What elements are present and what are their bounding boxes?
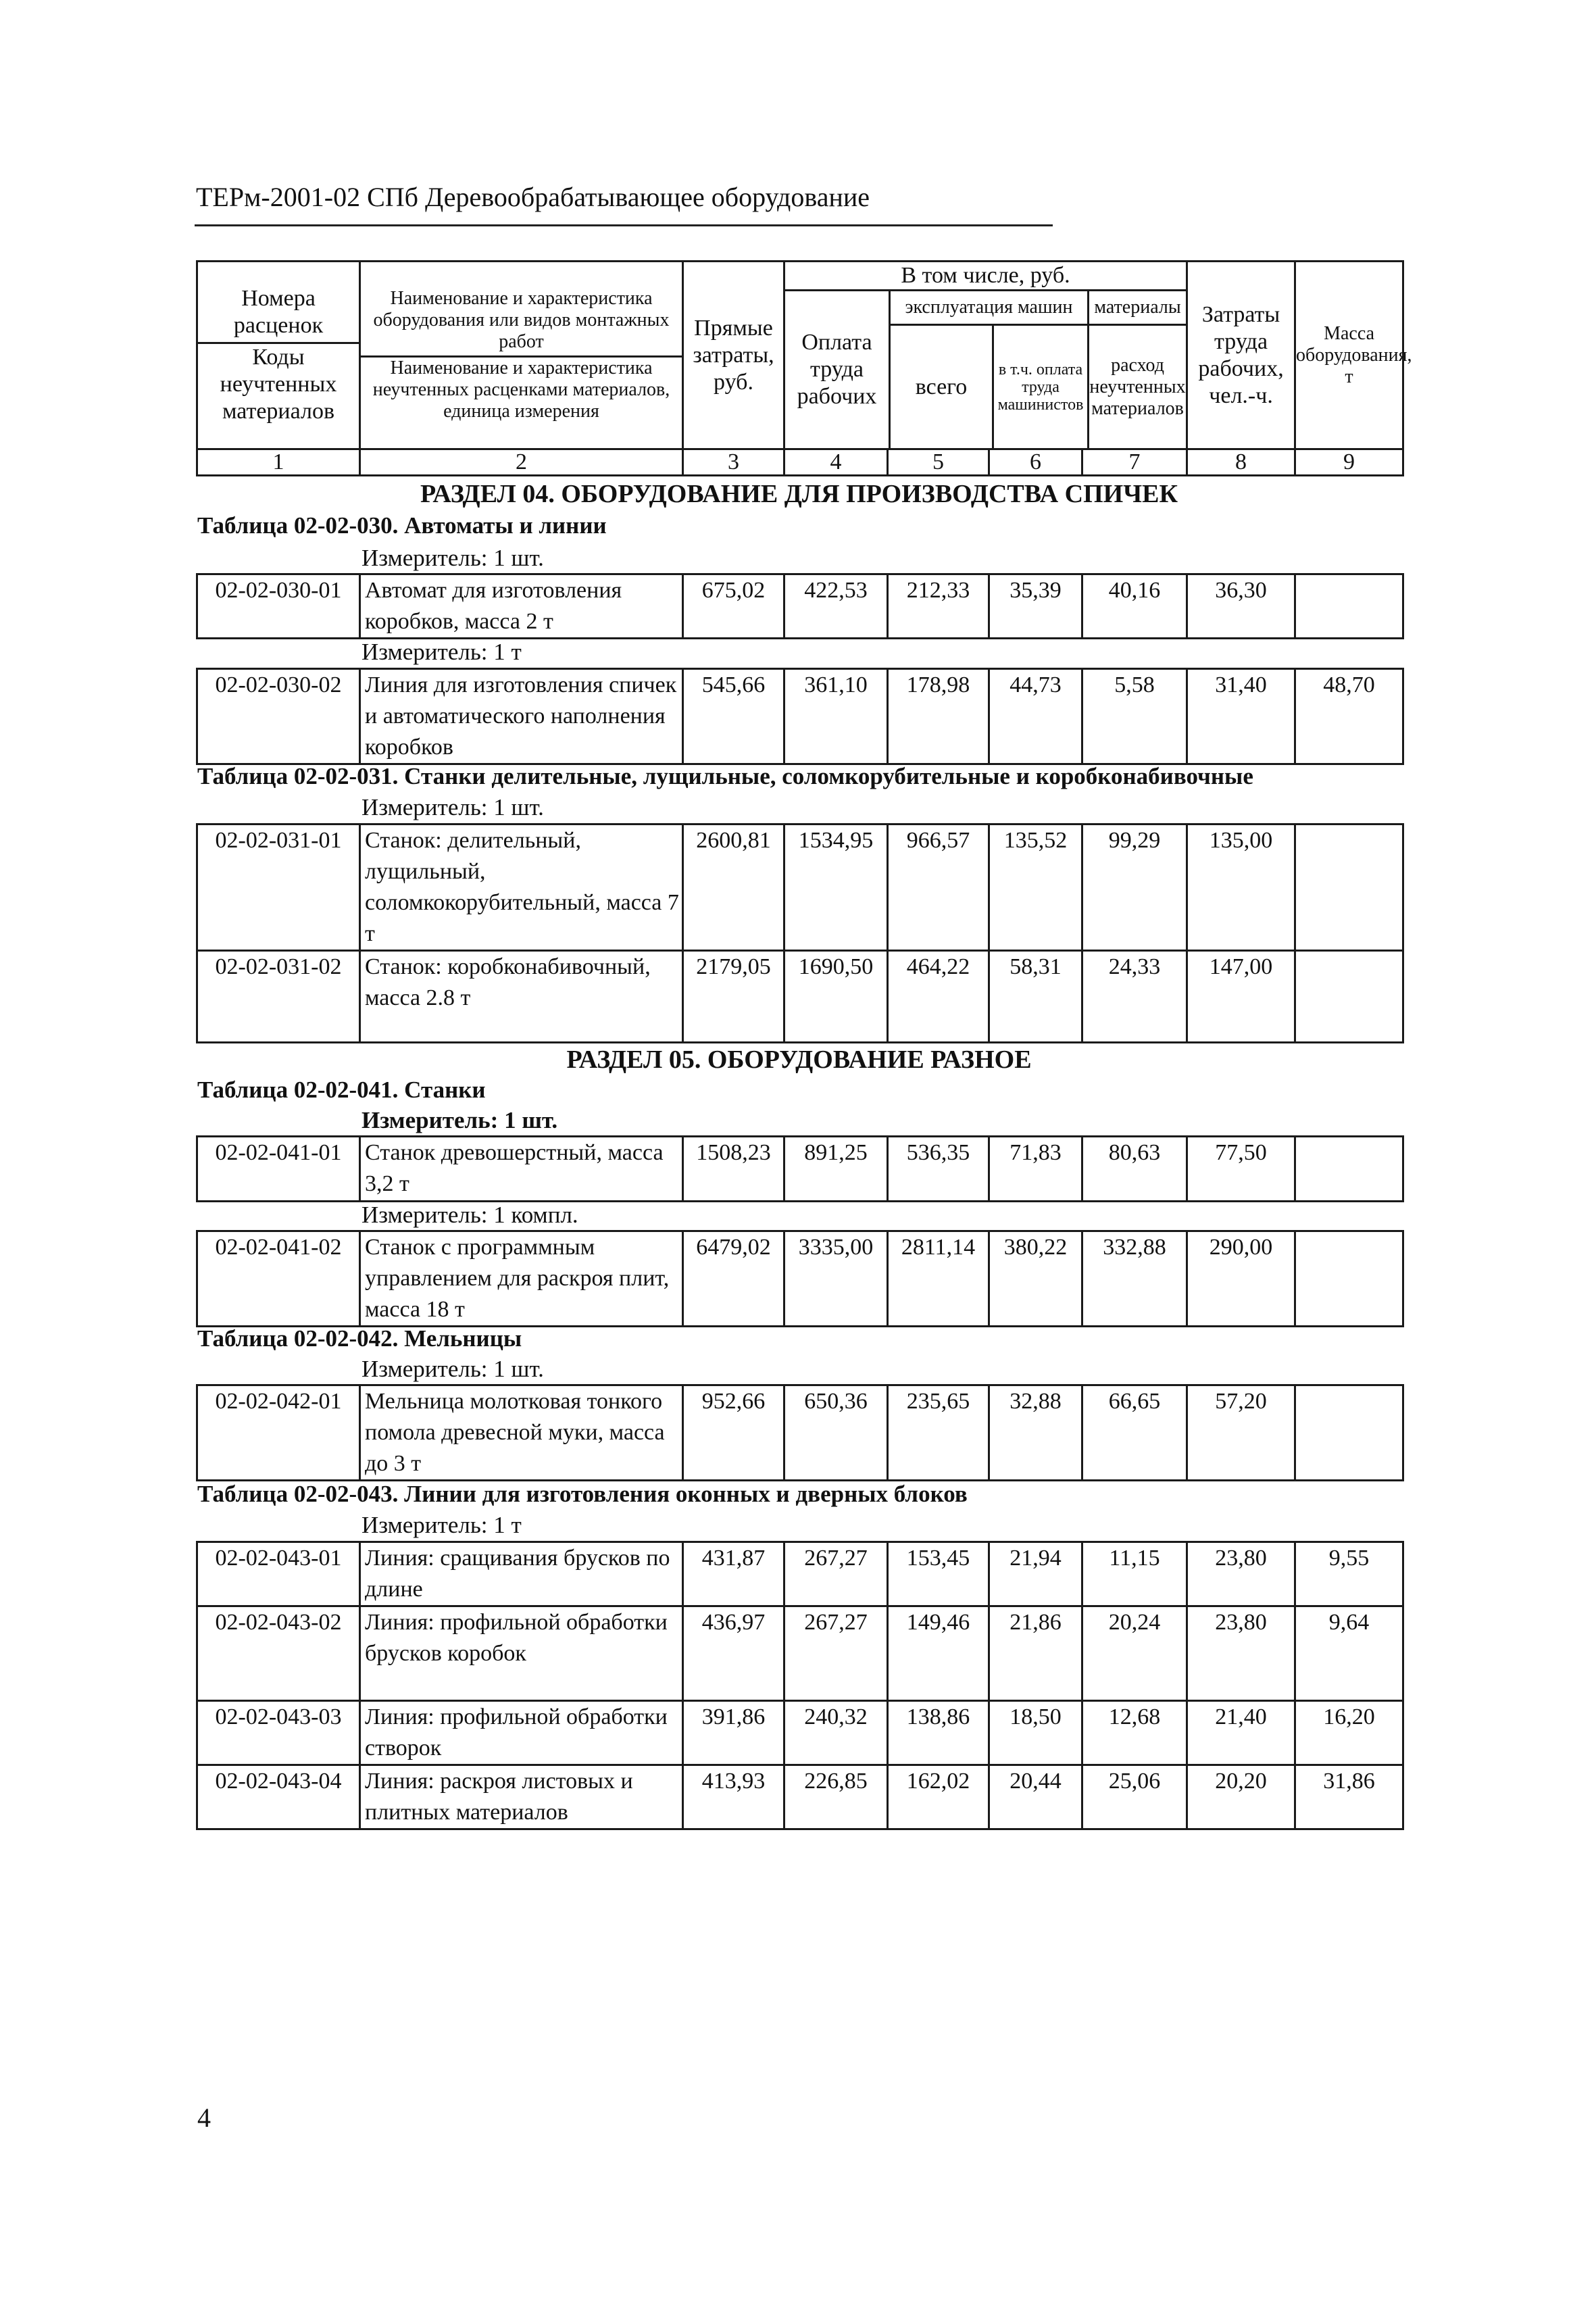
rate-name: Станок: коробконабивочный, масса 2.8 т <box>360 951 683 1043</box>
labor-hours: 21,40 <box>1187 1701 1295 1765</box>
rate-code: 02-02-043-02 <box>197 1606 360 1701</box>
table-031-title: Таблица 02-02-031. Станки делительные, лущильные, соломкорубительные и коробконабивочные <box>197 763 1253 789</box>
materials-cost: 25,06 <box>1082 1765 1187 1829</box>
included-group-title: В том числе, руб. <box>785 262 1186 291</box>
materials-cost: 80,63 <box>1082 1137 1187 1202</box>
rate-name: Линия для изготовления спичек и автоматического наполнения коробков <box>360 669 683 764</box>
materials-cost: 66,65 <box>1082 1385 1187 1481</box>
col-number: 9 <box>1295 449 1403 476</box>
table-041-row-2 <box>196 1230 1404 1327</box>
equipment-mass: 31,86 <box>1295 1765 1403 1829</box>
materials-cost: 11,15 <box>1082 1542 1187 1606</box>
rate-name: Линия: сращивания брусков по длине <box>360 1542 683 1606</box>
included-group-header <box>784 262 1187 449</box>
col4-header: Оплата труда рабочих <box>785 291 891 448</box>
machines-total: 966,57 <box>888 824 989 951</box>
machinist-pay: 35,39 <box>989 574 1082 639</box>
labor-hours: 36,30 <box>1187 574 1295 639</box>
col-number: 6 <box>989 449 1082 476</box>
table-042-row-1 <box>196 1384 1404 1481</box>
labor-pay: 1534,95 <box>784 824 888 951</box>
direct-cost: 431,87 <box>683 1542 784 1606</box>
labor-pay: 1690,50 <box>784 951 888 1043</box>
rate-name: Линия: профильной обработки створок <box>360 1701 683 1765</box>
rate-name: Мельница молотковая тонкого помола древесной муки, масса до 3 т <box>360 1385 683 1481</box>
labor-pay: 267,27 <box>784 1542 888 1606</box>
unit-label: Измеритель: 1 шт. <box>361 1107 558 1133</box>
machines-header <box>891 291 1089 448</box>
labor-hours: 31,40 <box>1187 669 1295 764</box>
page-number: 4 <box>197 2102 211 2133</box>
table-041-row-1 <box>196 1135 1404 1202</box>
col-number: 1 <box>197 449 360 476</box>
labor-hours: 290,00 <box>1187 1231 1295 1327</box>
col-number: 4 <box>784 449 888 476</box>
equipment-mass <box>1295 824 1403 951</box>
machines-total: 235,65 <box>888 1385 989 1481</box>
machinist-pay: 380,22 <box>989 1231 1082 1327</box>
machinist-pay: 21,94 <box>989 1542 1082 1606</box>
table-042-title: Таблица 02-02-042. Мельницы <box>197 1325 522 1352</box>
rate-name: Автомат для изготовления коробков, масса 2 т <box>360 574 683 639</box>
col5-header: всего <box>891 326 994 448</box>
materials-cost: 40,16 <box>1082 574 1187 639</box>
table-043-title: Таблица 02-02-043. Линии для изготовления оконных и дверных блоков <box>197 1481 968 1507</box>
rate-name: Станок с программным управлением для раскроя плит, масса 18 т <box>360 1231 683 1327</box>
unit-label: Измеритель: 1 шт. <box>361 545 544 571</box>
unit-label: Измеритель: 1 т <box>361 639 522 665</box>
machinist-pay: 20,44 <box>989 1765 1082 1829</box>
direct-cost: 6479,02 <box>683 1231 784 1327</box>
equipment-mass: 16,20 <box>1295 1701 1403 1765</box>
table-041-title: Таблица 02-02-041. Станки <box>197 1077 486 1103</box>
direct-cost: 436,97 <box>683 1606 784 1701</box>
table-043-rows <box>196 1541 1404 1830</box>
direct-cost: 391,86 <box>683 1701 784 1765</box>
rate-code: 02-02-030-01 <box>197 574 360 639</box>
materials-header <box>1089 291 1186 448</box>
col-number: 7 <box>1082 449 1187 476</box>
col1-header-top: Номера расценок <box>198 285 359 344</box>
labor-hours: 57,20 <box>1187 1385 1295 1481</box>
machines-total: 178,98 <box>888 669 989 764</box>
rate-code: 02-02-041-02 <box>197 1231 360 1327</box>
machines-total: 149,46 <box>888 1606 989 1701</box>
machinist-pay: 58,31 <box>989 951 1082 1043</box>
equipment-mass <box>1295 574 1403 639</box>
labor-hours: 20,20 <box>1187 1765 1295 1829</box>
unit-label: Измеритель: 1 шт. <box>361 1356 544 1382</box>
unit-label: Измеритель: 1 компл. <box>361 1202 578 1228</box>
table-030-title: Таблица 02-02-030. Автоматы и линии <box>197 512 607 539</box>
machinist-pay: 21,86 <box>989 1606 1082 1701</box>
equipment-mass: 9,64 <box>1295 1606 1403 1701</box>
labor-hours: 135,00 <box>1187 824 1295 951</box>
machinist-pay: 71,83 <box>989 1137 1082 1202</box>
labor-hours: 147,00 <box>1187 951 1295 1043</box>
labor-hours: 23,80 <box>1187 1606 1295 1701</box>
equipment-mass <box>1295 1137 1403 1202</box>
direct-cost: 545,66 <box>683 669 784 764</box>
rate-name: Станок: делительный, лущильный, соломкокорубительный, масса 7 т <box>360 824 683 951</box>
direct-cost: 413,93 <box>683 1765 784 1829</box>
page-header: ТЕРм-2001-02 СПб Деревообрабатывающее оборудование <box>196 182 870 212</box>
equipment-mass: 9,55 <box>1295 1542 1403 1606</box>
direct-cost: 1508,23 <box>683 1137 784 1202</box>
rate-code: 02-02-043-01 <box>197 1542 360 1606</box>
machinist-pay: 135,52 <box>989 824 1082 951</box>
rate-code: 02-02-041-01 <box>197 1137 360 1202</box>
col8-header: Затраты труда рабочих, чел.-ч. <box>1187 262 1295 449</box>
section-04-title: РАЗДЕЛ 04. ОБОРУДОВАНИЕ ДЛЯ ПРОИЗВОДСТВА СПИЧЕК <box>420 480 1178 508</box>
col-number: 2 <box>360 449 683 476</box>
col3-header: Прямые затраты, руб. <box>683 262 784 449</box>
labor-pay: 422,53 <box>784 574 888 639</box>
labor-pay: 650,36 <box>784 1385 888 1481</box>
machines-label: эксплуатация машин <box>891 291 1087 326</box>
materials-cost: 24,33 <box>1082 951 1187 1043</box>
col2-header-bottom: Наименование и характеристика неучтенных расценками материалов, единица измерения <box>372 358 670 422</box>
machinist-pay: 32,88 <box>989 1385 1082 1481</box>
machines-subcols <box>891 326 1087 448</box>
col-number: 3 <box>683 449 784 476</box>
machines-total: 138,86 <box>888 1701 989 1765</box>
col2-header <box>360 262 683 449</box>
machines-total: 2811,14 <box>888 1231 989 1327</box>
machines-total: 212,33 <box>888 574 989 639</box>
direct-cost: 675,02 <box>683 574 784 639</box>
unit-label: Измеритель: 1 шт. <box>361 794 544 820</box>
column-header-table <box>196 260 1412 476</box>
labor-pay: 267,27 <box>784 1606 888 1701</box>
materials-label: материалы <box>1089 291 1186 326</box>
section-05-title: РАЗДЕЛ 05. ОБОРУДОВАНИЕ РАЗНОЕ <box>566 1045 1032 1074</box>
direct-cost: 952,66 <box>683 1385 784 1481</box>
machines-total: 162,02 <box>888 1765 989 1829</box>
materials-cost: 12,68 <box>1082 1701 1187 1765</box>
col-number: 5 <box>888 449 989 476</box>
col2-header-top: Наименование и характеристика оборудования или видов монтажных работ <box>361 288 682 358</box>
rate-name: Линия: профильной обработки брусков коробок <box>360 1606 683 1701</box>
machines-total: 153,45 <box>888 1542 989 1606</box>
machines-total: 536,35 <box>888 1137 989 1202</box>
equipment-mass <box>1295 951 1403 1043</box>
direct-cost: 2600,81 <box>683 824 784 951</box>
labor-pay: 891,25 <box>784 1137 888 1202</box>
col9-header: Масса оборудования, т <box>1295 262 1403 449</box>
labor-hours: 77,50 <box>1187 1137 1295 1202</box>
rate-name: Линия: раскроя листовых и плитных материалов <box>360 1765 683 1829</box>
col-number: 8 <box>1187 449 1295 476</box>
materials-cost: 20,24 <box>1082 1606 1187 1701</box>
machinist-pay: 44,73 <box>989 669 1082 764</box>
table-030-row-1 <box>196 573 1404 639</box>
rate-code: 02-02-030-02 <box>197 669 360 764</box>
equipment-mass <box>1295 1231 1403 1327</box>
rate-code: 02-02-031-02 <box>197 951 360 1043</box>
unit-label: Измеритель: 1 т <box>361 1512 522 1538</box>
rate-code: 02-02-043-03 <box>197 1701 360 1765</box>
materials-cost: 332,88 <box>1082 1231 1187 1327</box>
table-031-rows <box>196 823 1404 1043</box>
col6-header: в т.ч. оплата труда машинистов <box>997 360 1084 414</box>
included-group-body <box>785 291 1186 448</box>
labor-pay: 361,10 <box>784 669 888 764</box>
materials-cost: 99,29 <box>1082 824 1187 951</box>
labor-pay: 3335,00 <box>784 1231 888 1327</box>
header-rule <box>195 224 1053 226</box>
machines-total: 464,22 <box>888 951 989 1043</box>
labor-pay: 240,32 <box>784 1701 888 1765</box>
labor-pay: 226,85 <box>784 1765 888 1829</box>
equipment-mass <box>1295 1385 1403 1481</box>
rate-name: Станок древошерстный, масса 3,2 т <box>360 1137 683 1202</box>
materials-cost: 5,58 <box>1082 669 1187 764</box>
direct-cost: 2179,05 <box>683 951 784 1043</box>
rate-code: 02-02-042-01 <box>197 1385 360 1481</box>
machinist-pay: 18,50 <box>989 1701 1082 1765</box>
equipment-mass: 48,70 <box>1295 669 1403 764</box>
rate-code: 02-02-031-01 <box>197 824 360 951</box>
col1-header-bottom: Коды неучтенных материалов <box>220 345 337 424</box>
rate-code: 02-02-043-04 <box>197 1765 360 1829</box>
table-030-row-2 <box>196 668 1404 765</box>
col1-header <box>197 262 360 449</box>
col7-header: расход неучтенных материалов <box>1089 354 1186 419</box>
labor-hours: 23,80 <box>1187 1542 1295 1606</box>
